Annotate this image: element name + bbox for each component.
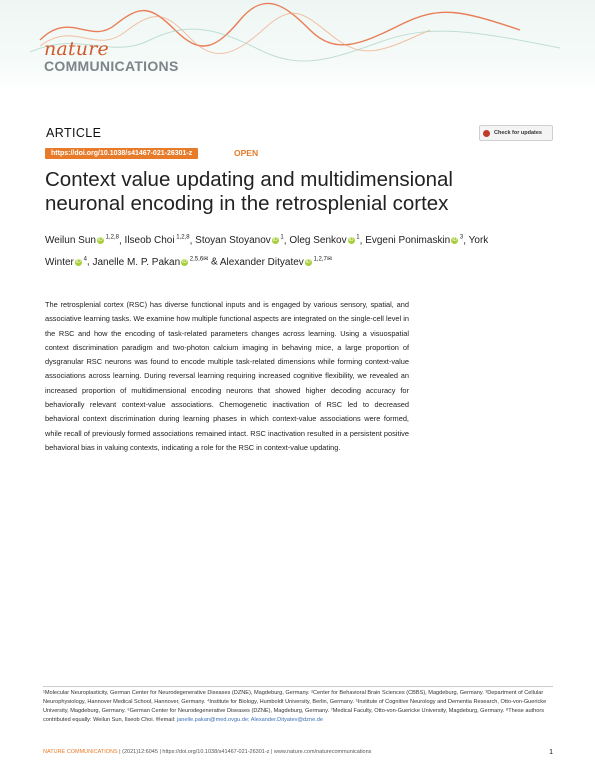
author-affiliation-marker: 1,2,8 (174, 235, 190, 241)
orcid-icon[interactable]: iD (305, 258, 311, 265)
article-type-label: ARTICLE (46, 126, 102, 140)
footer-doi: | (2021)12:6045 | https://doi.org/10.1038/s41467-021-26301-z | www.nature.com/naturecommunications (117, 749, 372, 755)
author-affiliation-marker: 1,2,7✉ (311, 256, 332, 263)
author-affiliation-marker: 1 (354, 235, 360, 241)
journal-name: nature (44, 38, 109, 60)
author-affiliation-marker: 1,2,8 (103, 235, 119, 241)
author-name: Weilun Sun (45, 235, 96, 247)
author-name: Oleg Senkov (289, 235, 347, 247)
orcid-icon[interactable]: iD (452, 237, 458, 244)
author-affiliation-marker: 3 (458, 235, 464, 241)
author-affiliation-marker: 4 (81, 256, 87, 263)
author-name: Janelle M. P. Pakan (92, 256, 181, 268)
author-name: Evgeni Ponimaskin (365, 235, 451, 247)
author[interactable] (220, 257, 332, 268)
orcid-icon[interactable]: iD (98, 237, 103, 244)
footer-journal: NATURE COMMUNICATIONS (43, 749, 118, 755)
orcid-icon[interactable]: iD (272, 237, 278, 244)
journal-subtitle: COMMUNICATIONS (44, 58, 179, 74)
doi-link[interactable]: https://doi.org/10.1038/s41467-021-26301-z (45, 148, 198, 159)
author-emails[interactable]: janelle.pakan@med.ovgu.de; Alexander.Dityatev@dzne.de (176, 717, 323, 724)
open-access-label: OPEN (234, 148, 259, 158)
affiliations-text: ¹Molecular Neuroplasticity, German Center for Neurodegenerative Diseases (DZNE), Magdeburg, Germany. ²Center for Behavioral Brain Sciences (CBBS), Magdeburg, Germany. ³Department of Cellular Neurophysiology, Hannover Medical School, Hannover, Germany. ⁴Institute for Biology, Humboldt University, Berlin, Germany. ⁵Institute of Cognitive Neurology and Dementia Research, Otto-von-Guericke University, Magdeburg, Germany. ⁶German Center for Neurodegenerative Diseases (DZNE), Magdeburg, Germany. ⁷Medical Faculty, Otto-von-Guericke University, Magdeburg, Germany. ⁸These authors contributed equally: Weilun Sun, Ilseob Choi. ✉email: (43, 690, 547, 724)
author[interactable] (125, 235, 190, 246)
orcid-icon[interactable]: iD (182, 258, 187, 265)
page-number: 1 (549, 749, 553, 756)
orcid-icon[interactable]: iD (348, 237, 354, 244)
page-footer (43, 749, 553, 756)
author[interactable] (365, 235, 463, 246)
author-name: York Winter (45, 235, 489, 268)
author[interactable] (45, 235, 119, 246)
affiliations-footnote (43, 686, 553, 725)
author[interactable] (289, 235, 359, 246)
check-for-updates-button[interactable] (479, 125, 553, 141)
author-name: Alexander Dityatev (219, 256, 304, 268)
check-updates-icon (483, 130, 490, 137)
author[interactable] (92, 257, 208, 268)
article-title: Context value updating and multidimensional neuronal encoding in the retrosplenial cortex (45, 168, 453, 215)
orcid-icon[interactable]: iD (76, 258, 81, 265)
author-name: Ilseob Choi (124, 235, 175, 247)
check-updates-label: Check for updates (494, 130, 542, 136)
author-affiliation-marker: 2,5,6✉ (188, 256, 209, 263)
author-name: Stoyan Stoyanov (195, 235, 271, 247)
author-affiliation-marker: 1 (278, 235, 284, 241)
author-list: Weilun Sun iD $^{1,2,8}$, Ilseob Choi $^{1,2,8}$, Stoyan Stoyanov iD $^1$, Oleg Senkov iD $^1$, Evgeni Ponimaskin iD $^3$, York Winter iD $^4$, Janelle M. P. Pakan iD $^{2,5,6✉}$ & Alexander Dityatev iD $^{1,2,7✉}$ (45, 235, 489, 268)
footer-citation (43, 749, 371, 756)
journal-header (0, 0, 595, 92)
abstract: The retrosplenial cortex (RSC) has diverse functional inputs and is engaged by various sensory, spatial, and associative learning tasks. We examine how multiple functional aspects are integrated on the single-cell level in the RSC and how the encoding of task-related parameters changes across learning. Using a visuospatial context discrimination paradigm and two-photon calcium imaging in behaving mice, a large proportion of dysgranular RSC neurons was found to encode multiple task-related dimensions while forming context-value associations across learning. During reversal learning requiring increased cognitive flexibility, we revealed an increased proportion of multidimensional encoding neurons that showed higher decoding accuracy for behaviorally relevant context-value associations. Chemogenetic inactivation of RSC led to decreased behavioral context discrimination during learning phases in which context-value associations were formed, while recall of previously formed associations remained intact. RSC inactivation resulted in a persistent positive behavioral bias in valuing contexts, indicating a role for the RSC in context-value updating. (45, 300, 409, 452)
author[interactable] (195, 235, 284, 246)
